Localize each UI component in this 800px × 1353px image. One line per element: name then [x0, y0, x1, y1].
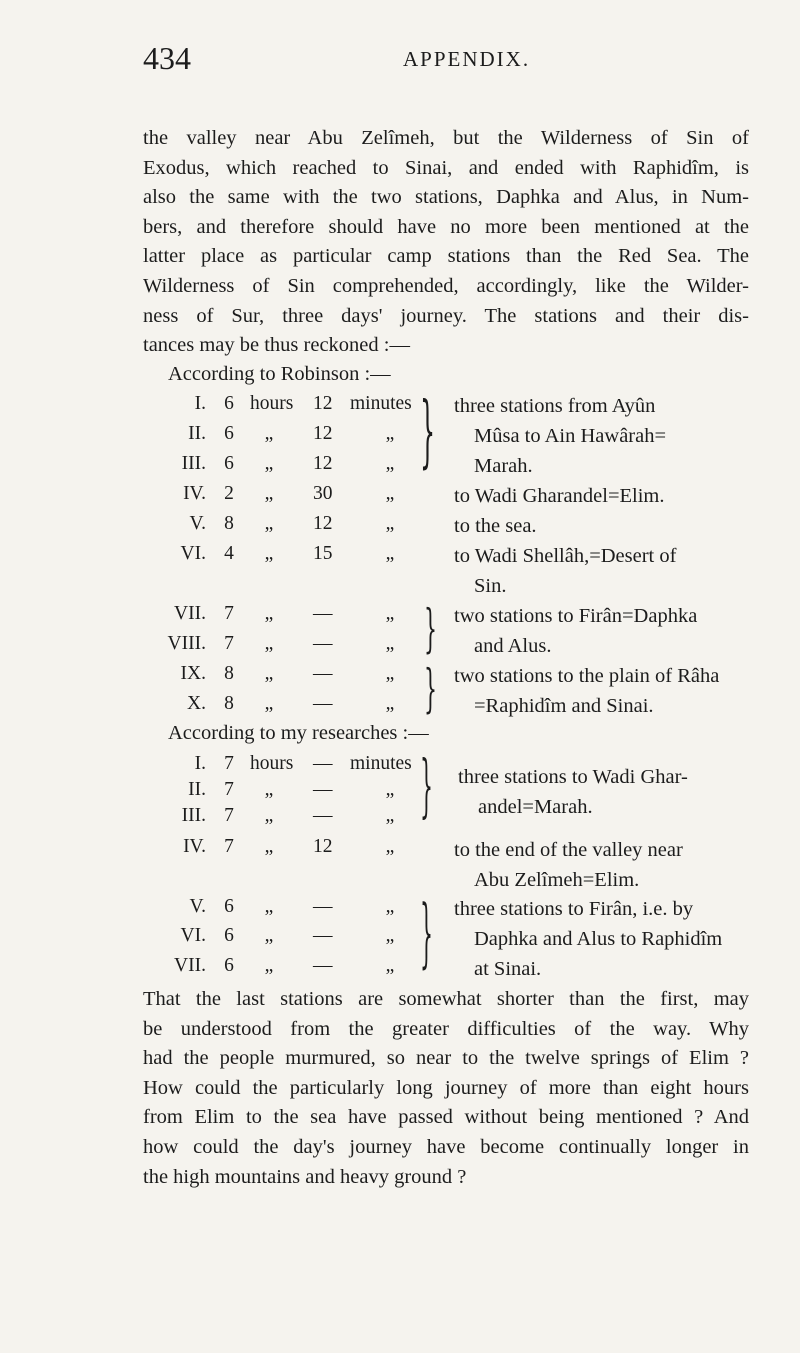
station-number: I. — [194, 753, 206, 774]
running-head: APPENDIX. — [403, 47, 531, 71]
note-line: Marah. — [474, 454, 533, 477]
table-row — [0, 423, 800, 453]
hours-value: 8 — [224, 693, 234, 714]
hours-value: 2 — [224, 483, 234, 504]
station-number: III. — [181, 453, 206, 474]
ditto-mark: „ — [264, 633, 274, 654]
text-line: How could the particularly long journey of more than eight hours — [143, 1076, 749, 1099]
text-line: also the same with the two stations, Daphka and Alus, in Num- — [143, 186, 749, 209]
note-line: Daphka and Alus to Raphidîm — [474, 927, 723, 950]
minutes-label: minutes — [350, 393, 412, 414]
text-line: be understood from the greater difficulties of the way. Why — [143, 1017, 749, 1040]
robinson-heading: According to Robinson :— — [168, 363, 391, 385]
note-line: to the end of the valley near — [454, 839, 683, 861]
ditto-mark: „ — [385, 543, 395, 564]
text-line: had the people murmured, so near to the twelve springs of Elim ? — [143, 1047, 749, 1070]
hours-value: 7 — [224, 836, 234, 857]
station-number: IV. — [183, 836, 206, 857]
station-note — [454, 392, 666, 481]
note-line: two stations to the plain of Râha — [454, 665, 720, 687]
table-row — [0, 513, 800, 543]
hours-value: 7 — [224, 603, 234, 624]
hours-value: 4 — [224, 543, 234, 564]
intro-paragraph — [143, 124, 749, 361]
station-note — [454, 662, 719, 722]
hours-value: 6 — [224, 393, 234, 414]
ditto-mark: „ — [264, 896, 274, 917]
minutes-label: minutes — [350, 753, 412, 774]
minutes-value: — — [313, 603, 333, 624]
hours-value: 7 — [224, 805, 234, 826]
station-number: IV. — [183, 483, 206, 504]
hours-label: hours — [250, 753, 294, 774]
minutes-value: 12 — [313, 423, 333, 444]
note-line: three stations to Firân, i.e. by — [454, 898, 694, 920]
station-number: IX. — [180, 663, 206, 684]
minutes-value: — — [313, 896, 333, 917]
brace-icon: } — [424, 599, 437, 660]
text-line: ness of Sur, three days' journey. The stations and their dis- — [143, 304, 749, 327]
text-line: That the last stations are somewhat shorter than the first, may — [143, 988, 749, 1010]
hours-value: 7 — [224, 633, 234, 654]
ditto-mark: „ — [385, 603, 395, 624]
minutes-value: 12 — [313, 453, 333, 474]
station-number: VII. — [174, 955, 206, 976]
station-number: I. — [194, 393, 206, 414]
brace-icon: } — [420, 747, 433, 827]
station-number: VII. — [174, 603, 206, 624]
ditto-mark: „ — [385, 483, 395, 504]
text-line: from Elim to the sea have passed without being mentioned ? And — [143, 1106, 749, 1129]
note-line: =Raphidîm and Sinai. — [474, 694, 654, 717]
hours-value: 7 — [224, 779, 234, 800]
minutes-value: 12 — [313, 513, 333, 534]
note-line: at Sinai. — [474, 957, 542, 980]
table-row — [0, 543, 800, 573]
ditto-mark: „ — [264, 925, 274, 946]
ditto-mark: „ — [264, 483, 274, 504]
note-line: Abu Zelîmeh=Elim. — [474, 868, 640, 891]
minutes-value: — — [313, 955, 333, 976]
minutes-value: — — [313, 779, 333, 800]
conclusion-paragraph — [143, 985, 749, 1192]
station-number: VI. — [180, 925, 206, 946]
station-note — [458, 763, 688, 823]
researches-heading: According to my researches :— — [168, 722, 429, 744]
station-number: VIII. — [167, 633, 206, 654]
ditto-mark: „ — [264, 805, 274, 826]
page-number: 434 — [143, 40, 191, 76]
brace-icon: } — [424, 659, 437, 720]
ditto-mark: „ — [264, 663, 274, 684]
hours-value: 8 — [224, 513, 234, 534]
ditto-mark: „ — [385, 836, 395, 857]
hours-value: 8 — [224, 663, 234, 684]
hours-value: 6 — [224, 925, 234, 946]
minutes-value: — — [313, 633, 333, 654]
ditto-mark: „ — [385, 423, 395, 444]
station-number: II. — [188, 779, 206, 800]
text-line: latter place as particular camp stations than the Red Sea. The — [143, 245, 749, 268]
station-note — [454, 542, 676, 602]
minutes-value: — — [313, 753, 333, 774]
page-header — [143, 40, 743, 80]
brace-icon: } — [420, 386, 436, 479]
text-line: Exodus, which reached to Sinai, and ended with Raphidîm, is — [143, 156, 749, 179]
station-number: V. — [189, 896, 206, 917]
minutes-value: 30 — [313, 483, 333, 504]
ditto-mark: „ — [385, 955, 395, 976]
ditto-mark: „ — [385, 925, 395, 946]
table-row — [0, 393, 800, 423]
minutes-value: — — [313, 805, 333, 826]
hours-value: 7 — [224, 753, 234, 774]
minutes-value: — — [313, 663, 333, 684]
ditto-mark: „ — [264, 603, 274, 624]
hours-value: 6 — [224, 453, 234, 474]
hours-label: hours — [250, 393, 294, 414]
minutes-value: 12 — [313, 393, 333, 414]
note-line: two stations to Firân=Daphka — [454, 605, 698, 627]
station-note — [454, 836, 683, 896]
ditto-mark: „ — [264, 779, 274, 800]
ditto-mark: „ — [264, 543, 274, 564]
station-number: V. — [189, 513, 206, 534]
text-line: the valley near Abu Zelîmeh, but the Wilderness of Sin of — [143, 127, 749, 149]
note-line: three stations to Wadi Ghar- — [458, 766, 688, 788]
table-row — [0, 453, 800, 483]
ditto-mark: „ — [264, 836, 274, 857]
ditto-mark: „ — [385, 513, 395, 534]
minutes-value: — — [313, 925, 333, 946]
text-line: bers, and therefore should have no more been mentioned at the — [143, 215, 749, 238]
brace-icon: } — [420, 890, 433, 979]
text-line: tances may be thus reckoned :— — [143, 334, 410, 357]
ditto-mark: „ — [385, 453, 395, 474]
note-line: Mûsa to Ain Hawârah= — [474, 424, 667, 447]
ditto-mark: „ — [385, 779, 395, 800]
ditto-mark: „ — [385, 805, 395, 826]
station-note: to Wadi Gharandel=Elim. — [454, 485, 665, 507]
station-note — [454, 895, 722, 984]
ditto-mark: „ — [264, 453, 274, 474]
text-line: the high mountains and heavy ground ? — [143, 1165, 467, 1188]
hours-value: 6 — [224, 423, 234, 444]
table-row — [0, 483, 800, 513]
note-line: and Alus. — [474, 634, 552, 657]
ditto-mark: „ — [385, 896, 395, 917]
station-note: to the sea. — [454, 515, 537, 537]
text-line: Wilderness of Sin comprehended, accordingly, like the Wilder- — [143, 274, 749, 297]
station-number: II. — [188, 423, 206, 444]
note-line: to Wadi Shellâh,=Desert of — [454, 545, 677, 567]
ditto-mark: „ — [385, 663, 395, 684]
hours-value: 6 — [224, 896, 234, 917]
minutes-value: 15 — [313, 543, 333, 564]
note-line: Sin. — [474, 574, 507, 597]
hours-value: 6 — [224, 955, 234, 976]
ditto-mark: „ — [264, 423, 274, 444]
station-note — [454, 602, 697, 662]
note-line: andel=Marah. — [478, 795, 593, 818]
minutes-value: — — [313, 693, 333, 714]
station-number: III. — [181, 805, 206, 826]
minutes-value: 12 — [313, 836, 333, 857]
text-line: how could the day's journey have become continually longer in — [143, 1135, 749, 1158]
ditto-mark: „ — [385, 693, 395, 714]
station-number: VI. — [180, 543, 206, 564]
ditto-mark: „ — [264, 693, 274, 714]
ditto-mark: „ — [385, 633, 395, 654]
ditto-mark: „ — [264, 955, 274, 976]
station-number: X. — [187, 693, 206, 714]
note-line: three stations from Ayûn — [454, 395, 656, 417]
ditto-mark: „ — [264, 513, 274, 534]
